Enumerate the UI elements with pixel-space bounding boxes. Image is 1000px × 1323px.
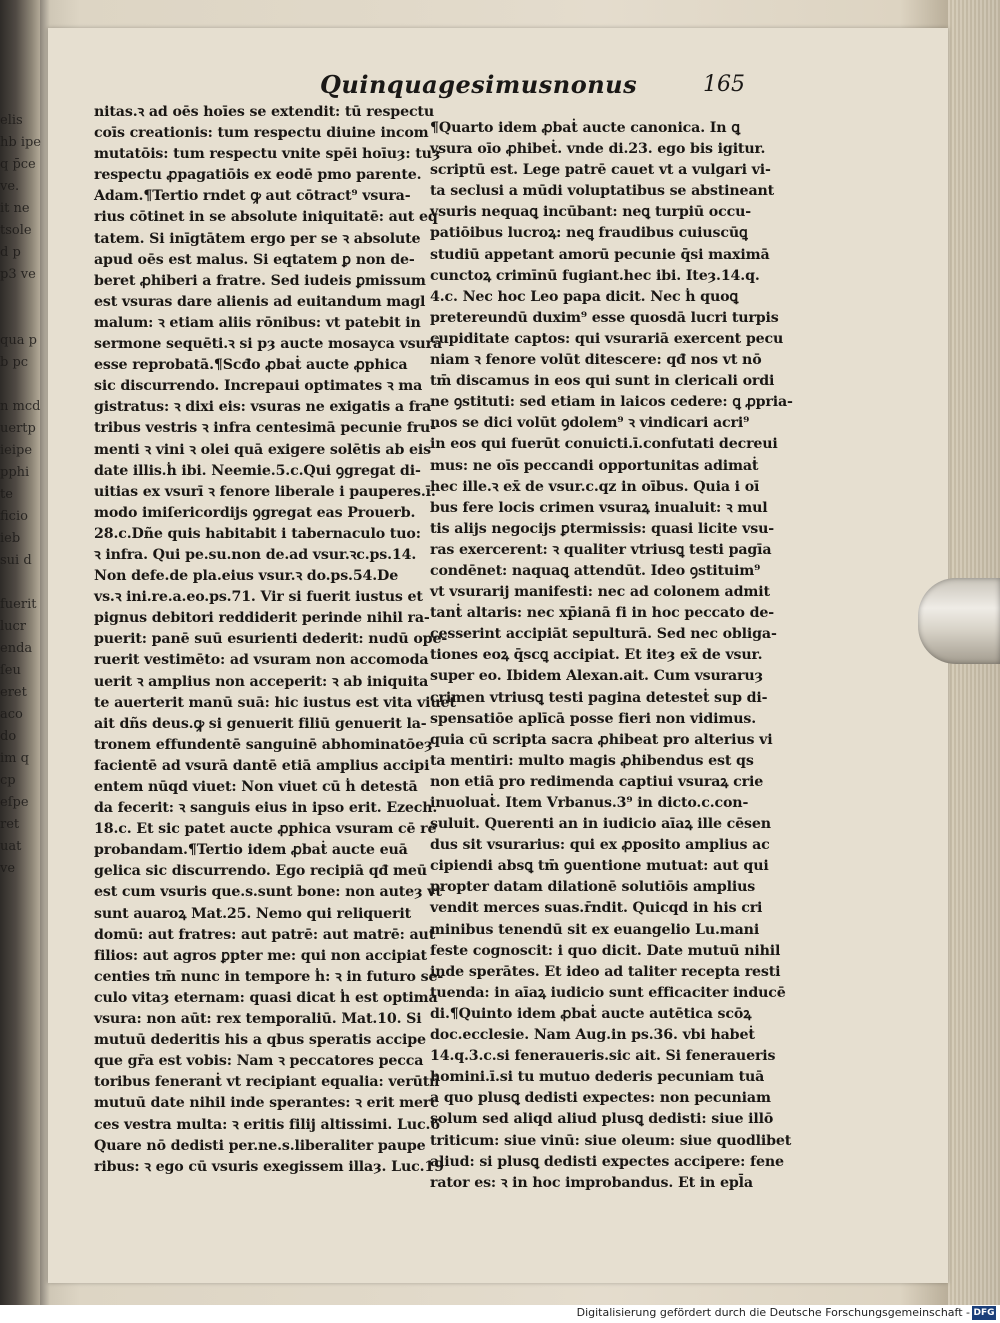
text-line: ta mentiri: multo magis ꝓhibendus est qs	[430, 752, 754, 769]
text-line: solum sed aliqd aliud plusꝗ dedisti: siue illō	[430, 1111, 774, 1128]
text-line: que gr̄a est vobis: Nam ꝛ peccatores pecca	[94, 1053, 424, 1070]
text-line: pignus debitori reddiderit perinde nihil ra-	[94, 610, 430, 627]
bleed-line: sui d	[0, 553, 32, 568]
text-line: vs.ꝛ ini.re.a.eo.ps.71. Vir si fuerit iustus et	[94, 589, 423, 606]
funding-credit: Digitalisierung gefördert durch die Deutsche Forschungsgemeinschaft -	[576, 1306, 970, 1319]
text-line: da fecerit: ꝛ sanguis eius in ipso erit. Ezech.	[94, 800, 438, 817]
text-line: vt vsurarij manifesti: nec ad colonem admit	[430, 584, 770, 601]
bleed-line: cp	[0, 773, 16, 788]
text-line: modo imiſericordijs ꝯgregat eas Prouerb.	[94, 504, 416, 521]
text-line: ¶Quarto idem ꝓbaṫ aucte canonica. In ꝗ	[430, 120, 741, 136]
bleed-line	[0, 572, 34, 594]
text-line: in eos qui fuerūt conuicti.ī.confutati decreui	[430, 436, 778, 453]
text-line: rius cōtinet in se absolute iniquitatē: aut eq	[94, 209, 438, 226]
text-line: gelica sic discurrendo. Ego recipiā qđ meū	[94, 863, 427, 880]
bleed-line: uat	[0, 839, 22, 854]
book-clasp	[918, 578, 1000, 664]
text-line: cipiendi absꝗ tm̄ ꝯuentione mutuat: aut qui	[430, 858, 769, 875]
text-line: pretereundū duxim⁹ esse quosdā lucri turpis	[430, 309, 779, 326]
text-line: dus sit vsurarius: qui ex ꝓposito amplius ac	[430, 837, 770, 854]
text-line: tronem effundentē sanguinē abhominatōeȝ	[94, 736, 433, 753]
bleed-line: uertp	[0, 421, 36, 436]
text-line: gistratus: ꝛ dixi eis: vsuras ne exigatis a fra	[94, 399, 432, 416]
text-line: menti ꝛ vini ꝛ olei quā exigere solētis ab eis	[94, 441, 431, 458]
bleed-line: ve.	[0, 179, 20, 194]
text-line: scriptū est. Lege patrē cauet vt a vulgari vi-	[430, 162, 771, 179]
bleed-line	[0, 374, 34, 396]
text-line: a quo plusꝗ dedisti expectes: non pecuniam	[430, 1090, 771, 1107]
bleed-line: enda	[0, 641, 33, 656]
text-line: aliud: si plusꝗ dedisti expectes accipere: fene	[430, 1153, 784, 1170]
text-line: patiōibus lucroꝝ: neꝗ fraudibus cuiuscūꝗ	[430, 225, 748, 242]
text-line: entem nūqd viuet: Non viuet cū ḣ detestā	[94, 779, 418, 795]
text-line: domū: aut fratres: aut patrē: aut matrē: aut	[94, 926, 436, 943]
folio-number: 165	[703, 72, 745, 97]
text-line: filios: aut agros ꝑpter me: qui non accipiat	[94, 947, 427, 964]
bleed-line: ve	[0, 861, 16, 876]
left-text-column	[94, 102, 456, 1178]
bleed-line: ſeu	[0, 663, 21, 678]
bleed-line: im q	[0, 751, 29, 766]
bleed-line	[0, 308, 34, 330]
text-line: esse reprobatā.¶Scđo ꝓbaṫ aucte ꝓphica	[94, 357, 408, 374]
printed-page	[48, 28, 948, 1283]
bleed-line: b pc	[0, 355, 29, 370]
right-text-column	[430, 118, 798, 1194]
left-page-bleed-text	[0, 110, 41, 970]
text-line: vsuris nequaꝗ incūbant: neꝗ turpiū occu-	[430, 204, 752, 221]
text-line: ruerit vestimēto: ad vsuram non accomoda	[94, 652, 429, 669]
text-line: bus fere locis crimen vsuraꝝ inualuit: ꝛ mul	[430, 499, 768, 516]
text-line: tanṫ altaris: nec xp̄ianā fi in hoc peccato de-	[430, 605, 774, 622]
bleed-line: q p̄ce	[0, 157, 36, 172]
text-line: mutatōis: tum respectu vnite spēi hoīuȝ: tuȝ	[94, 146, 441, 163]
text-line: mus: ne oīs peccandi opportunitas adimaṫ	[430, 457, 759, 474]
text-line: inuoluaṫ. Item Vrbanus.3⁹ in dicto.c.con-	[430, 795, 749, 811]
text-line: non etiā pro redimenda captiui vsuraꝝ crie	[430, 773, 764, 790]
text-line: ta seclusi a mūdi voluptatibus se abstineant	[430, 183, 775, 200]
bleed-line: pphi	[0, 465, 30, 480]
text-line: 28.c.Dñe quis habitabit i tabernaculo tuo:	[94, 525, 421, 542]
bleed-line: fuerit	[0, 597, 37, 612]
text-line: vsura: non aūt: rex temporaliū. Mat.10. Si	[94, 1011, 422, 1028]
text-line: toribus feneranṫ vt recipiant equalia: verūtñ	[94, 1074, 440, 1091]
text-line: centies tm̄ nunc in tempore ḣ: ꝛ in futuro se-	[94, 968, 444, 985]
bleed-line: n mcd	[0, 399, 41, 414]
text-line: ait dñs deus.ꝙ si genuerit filiū genuerit la-	[94, 715, 427, 732]
text-line: ras exercerent: ꝛ qualiter vtriusꝗ testi pagīa	[430, 541, 772, 558]
text-line: crimen vtriusꝗ testi pagina detesteṫ sup di-	[430, 689, 768, 706]
text-line: vsura oīo ꝓhibeṫ. vnde di.23. ego bis igitur.	[430, 141, 766, 158]
text-line: coīs creationis: tum respectu diuine incom	[94, 125, 429, 142]
text-line: tiones eoꝝ q̄scꝗ accipiat. Et iteȝ ex̄ de vsur.	[430, 647, 763, 664]
text-line: tribus vestris ꝛ infra centesimā pecunie fru-	[94, 420, 436, 437]
text-line: probandam.¶Tertio idem ꝓbaṫ aucte euā	[94, 842, 408, 859]
text-line: rator es: ꝛ in hoc improbandus. Et in epl̄a	[430, 1174, 753, 1191]
text-line: quia cū scripta sacra ꝓhibeat pro alterius vi	[430, 731, 773, 748]
text-line: doc.ecclesie. Nam Aug.in ps.36. vbi habeṫ	[430, 1027, 755, 1044]
text-line: spensatiōe aplīcā posse fieri non vidimus.	[430, 710, 757, 727]
bleed-line: aco	[0, 707, 23, 722]
text-line: mutuū dederitis his a qbus speratis accipe	[94, 1032, 426, 1049]
bleed-line: ieipe	[0, 443, 33, 458]
text-line: facientē ad vsurā dantē etiā amplius accipi	[94, 757, 430, 774]
text-line: di.¶Quinto idem ꝓbaṫ aucte autētica scōꝝ	[430, 1005, 752, 1022]
text-line: uitias ex vsurī ꝛ fenore liberale i pauperes.ī.	[94, 483, 436, 500]
text-line: inde sperātes. Et ideo ad taliter recepta resti	[430, 963, 781, 980]
bleed-line: eſpe	[0, 795, 29, 810]
text-line: ne ꝯstituti: sed etiam in laicos cedere: ꝗ ꝓpria-	[430, 394, 793, 411]
text-line: nos se dici volūt ꝯdolem⁹ ꝛ vindicari acri⁹	[430, 415, 750, 432]
text-line: cunctoꝝ crimīnū fugiant.hec ibi. Iteȝ.14.q.	[430, 267, 760, 284]
text-line: est vsuras dare alienis ad euitandum magl	[94, 293, 426, 310]
text-line: mutuū date nihil inde sperantes: ꝛ erit merc	[94, 1095, 439, 1112]
text-line: respectu ꝓpagatiōis ex eodē pmo parente.	[94, 167, 422, 184]
text-line: tis alijs negocijs ꝑtermissis: quasi licite vsu-	[430, 520, 775, 537]
bleed-line: eret	[0, 685, 27, 700]
bleed-line: ieb	[0, 531, 21, 546]
text-line: uerit ꝛ amplius non acceperit: ꝛ ab iniquita	[94, 673, 429, 690]
text-line: 18.c. Et sic patet aucte ꝓphica vsuram cē re	[94, 821, 437, 838]
dfg-logo: DFG	[973, 1308, 995, 1318]
footer-bar	[0, 1305, 1000, 1323]
text-line: sunt auaroꝝ Mat.25. Nemo qui reliquerit	[94, 905, 411, 922]
text-line: homini.ī.si tu mutuo dederis pecuniam tuā	[430, 1069, 765, 1086]
text-line: beret ꝓhiberi a fratre. Sed iudeis ꝑmissum	[94, 272, 426, 289]
bleed-line: tsole	[0, 223, 32, 238]
text-line: tuenda: in aīaꝝ iudicio sunt efficaciter inducē	[430, 984, 786, 1001]
text-line: niam ꝛ fenore volūt ditescere: qđ nos vt nō	[430, 352, 762, 369]
text-line: hec ille.ꝛ ex̄ de vsur.c.qz in oībus. Quia i oī	[430, 478, 760, 495]
text-line: condēnet: naquaꝗ attendūt. Ideo ꝯstituim⁹	[430, 562, 761, 579]
text-line: cesserint accipiāt sepulturā. Sed nec obliga-	[430, 626, 777, 643]
text-line: 4.c. Nec hoc Leo papa dicit. Nec ḣ quoꝗ	[430, 288, 739, 305]
text-line: malum: ꝛ etiam aliis rōnibus: vt patebit in	[94, 314, 421, 331]
running-head: Quinquagesimusnonus	[320, 70, 638, 99]
bleed-line: ret	[0, 817, 20, 832]
text-line: sic discurrendo. Increpaui optimates ꝛ ma	[94, 378, 423, 395]
bleed-line: elis	[0, 113, 23, 128]
bleed-line: p3 ve	[0, 267, 36, 282]
text-line: sermone sequēti.ꝛ si pȝ aucte mosayca vsurā	[94, 336, 442, 353]
bleed-line: te	[0, 487, 13, 502]
text-line: triticum: siue vinū: siue oleum: siue quodlibet	[430, 1132, 792, 1149]
text-line: propter datam dilationē solutiōis amplius	[430, 879, 756, 896]
text-line: vendit merces suas.r̄ndit. Quicqd in his cri	[430, 900, 763, 917]
text-line: cupiditate captos: qui vsurariā exercent pecu	[430, 330, 784, 347]
text-line: studiū appetant amorū pecunie q̄si maximā	[430, 246, 770, 263]
text-line: feste cognoscit: i quo dicit. Date mutuū nihil	[430, 942, 781, 959]
text-line: 14.q.3.c.si feneraueris.sic ait. Si feneraueris	[430, 1048, 776, 1065]
text-line: super eo. Ibidem Alexan.ait. Cum vsuraruȝ	[430, 668, 763, 685]
text-line: tm̄ discamus in eos qui sunt in clericali ordi	[430, 373, 775, 390]
text-line: nitas.ꝛ ad oēs hoīes se extendit: tū respectu	[94, 104, 435, 120]
text-line: apud oēs est malus. Si eqtatem ꝑ non de-	[94, 251, 415, 268]
bleed-line: ficio	[0, 509, 28, 524]
text-line: puerit: panē suū esurienti dederit: nudū ope-	[94, 631, 448, 648]
text-line: est cum vsuris que.s.sunt bone: non auteȝ vt	[94, 884, 442, 901]
text-line: suluit. Querenti an in iudicio aīaꝝ ille cēsen	[430, 816, 771, 833]
text-line: minibus tenendū sit ex euangelio Lu.mani	[430, 921, 760, 938]
text-line: culo vitaȝ eternam: quasi dicat ḣ est optima	[94, 989, 438, 1006]
bleed-line: d p	[0, 245, 21, 260]
bleed-line: qua p	[0, 333, 37, 348]
text-line: ribus: ꝛ ego cū vsuris exegissem illaȝ. Luc.19	[94, 1158, 444, 1175]
text-line: Non defe.de pla.eius vsur.ꝛ do.ps.54.De	[94, 568, 399, 585]
bleed-line	[0, 286, 34, 308]
bleed-line: it ne	[0, 201, 30, 216]
text-line: date illis.ḣ ibi. Neemie.5.c.Qui ꝯgregat di-	[94, 462, 421, 479]
text-line: ces vestra multa: ꝛ eritis filij altissimi. Luc.6	[94, 1116, 440, 1133]
text-line: tatem. Si inīgtātem ergo per se ꝛ absolute	[94, 230, 421, 247]
text-line: Quare nō dedisti per.ne.s.liberaliter paupe	[94, 1137, 426, 1154]
bleed-line: lucr	[0, 619, 27, 634]
text-line: ꝛ infra. Qui pe.su.non de.ad vsur.ꝛc.ps.14.	[94, 546, 417, 563]
bleed-line: do	[0, 729, 17, 744]
bleed-line: hb ipe	[0, 135, 41, 150]
text-line: Adam.¶Tertio rndet ꝙ aut cōtract⁹ vsura-	[94, 188, 411, 205]
text-line: te auerterit manū suā: hic iustus est vita viuet	[94, 694, 456, 711]
